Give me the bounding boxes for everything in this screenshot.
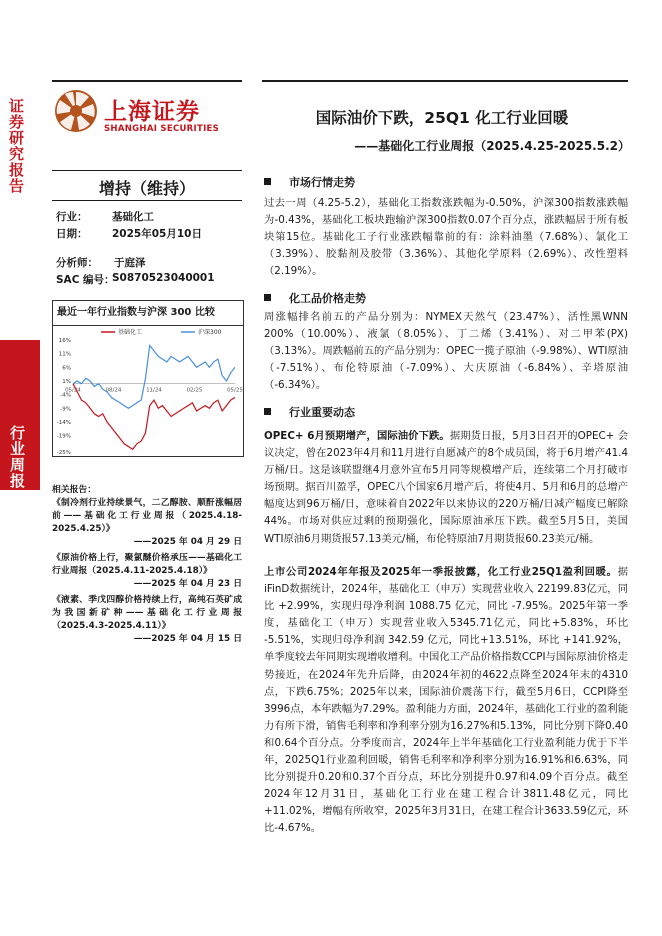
x-tick-label: 05/25 (227, 387, 243, 394)
bullet-square-icon (264, 178, 271, 185)
related-report-item[interactable]: 《原油价格上行，聚氯醚价格承压——基础化工行业周报（2025.4.11-2025.4.18）》 (52, 553, 242, 576)
side-label-weekly: 行业周报 (8, 425, 26, 489)
x-tick-label: 11/24 (146, 387, 162, 394)
y-tick-label: 11% (58, 351, 71, 358)
legend-label: 沪深300 (198, 329, 222, 336)
x-tick-label: 05/24 (65, 387, 81, 394)
y-tick-label: -19% (56, 433, 71, 440)
section-market-body: 过去一周（4.25-5.2），基础化工指数涨跌幅为-0.50%，沪深300指数涨跌幅为-0.43%，基础化工板块跑输沪深300指数0.07个百分点，涨跌幅居于所有板块第15位。基础化工子行业涨跌幅靠前的有：涂料油墨（7.68%）、氯化工（3.39%）、胶黏剂及胶带（3.36%）、其他化学原料（2.69%）、改性塑料（2.19%）。 (264, 197, 628, 278)
industry-value: 基础化工 (112, 211, 154, 223)
series-line-csi300 (73, 346, 235, 409)
rating-rule-top (52, 170, 242, 171)
date-label: 日期： (56, 228, 88, 240)
rating-rule-bottom (52, 200, 242, 201)
analyst-label: 分析师： (56, 257, 98, 269)
bullet-square-icon (264, 294, 271, 301)
chart-plot (53, 326, 243, 456)
news-paragraph-earnings: 上市公司2024年年报及2025年一季报披露，化工行业25Q1盈利回暖。据iFinD数据统计，2024年，基础化工（申万）实现营业收入 22199.83亿元，同比 +2.99%，实现归母净利润 1088.75 亿元，同比 -7.95%。2025年第一季度，基础化工（申万）实现营业收入5345.71亿元，同比+5.83%，环比 -5.51%，实现归母净利润 342.59 亿元，同比+13.51%，环比 +141.92%，单季度较去年同期实现增收增利。中国化工产品价格指数CCPI与国际原油价格走势接近，在2024年先升后降，由2024年初的4622点降至2024年末的4310点，下跌6.75%；2025年以来，国际油价震荡下行，截至5月6日，CCPI降至3996点，本年跌幅为7.29%。盈利能力方面，2024年，基础化工行业的盈利能力有所下滑，销售毛利率和净利率分别为16.27%和5.13%，同比分别下降0.40和0.64个百分点。分季度而言，2024年上半年基础化工行业盈利能力优于下半年，2025Q1行业盈利回暖，销售毛利率和净利率分别为16.91%和6.63%，同比分别提升0.20和0.37个百分点，环比分别提升0.97和4.09个百分点。截至2024年12月31日，基础化工行业在建工程合计3811.48亿元，同比+11.02%，增幅有所收窄，2025年3月31日，在建工程合计3633.59亿元，环比-4.67%。 (264, 566, 628, 835)
date-value: 2025年05月10日 (112, 228, 202, 240)
related-report-item[interactable]: 《液素、季戊四醇价格持续上行，高纯石英矿成为我国新矿种——基础化工行业周报（2025.4.3-2025.4.11）》 (52, 595, 242, 631)
x-tick-label: 08/24 (105, 387, 122, 394)
x-tick-label: 02/25 (186, 387, 203, 394)
logo-icon (53, 88, 99, 134)
y-tick-label: -14% (56, 419, 71, 426)
logo-text-en: SHANGHAI SECURITIES (104, 124, 220, 134)
index-comparison-chart (52, 300, 244, 457)
sac-label: SAC 编号： (56, 274, 115, 286)
chart-title: 最近一年行业指数与沪深 300 比较 (53, 301, 243, 326)
legend-label: 基础化工 (118, 329, 143, 336)
y-tick-label: 6% (62, 365, 71, 372)
bullet-square-icon (264, 408, 271, 415)
news-paragraph-oil: OPEC+ 6月预期增产，国际油价下跌。据期货日报，5月3日召开的OPEC+ 会议决定，曾在2023年4月和11月进行自愿减产的8个成员国，将于6月增产41.4万桶/日。这是该联盟继4月意外宣布5月同等规模增产后，连续第二个月打破市场预期。据百川盈孚，OPEC八个国家6月增产后，将使4月、5月和6月的总增产幅度达到96万桶/日，意味着自2022年以来协议的220万桶/日减产幅度已解除44%。市场对供应过剩的预期强化，国际原油承压下跌。截至5月5日，美国WTI原油6月期货报57.13美元/桶，布伦特原油7月期货报60.23美元/桶。 (264, 430, 628, 545)
sac-value: S0870523040001 (112, 272, 215, 284)
analyst-value: 于庭泽 (114, 257, 146, 269)
section-market-heading: 市场行情走势 (264, 174, 355, 190)
industry-label: 行业： (56, 211, 88, 223)
related-report-date: ——2025 年 04 月 29 日 (133, 537, 242, 547)
logo-text: 上海证券 (104, 98, 200, 125)
section-price-body: 周涨幅排名前五的产品分别为：NYMEX天然气（23.47%）、活性黑WNN 200%（10.00%）、液氯（8.05%）、丁二烯（3.41%）、对二甲苯(PX)（3.13%）。周跌幅前五的产品分别为：OPEC一揽子原油（-9.98%）、WTI原油（-7.51%）、布伦特原油（-7.09%）、大庆原油（-6.84%）、辛塔原油（-6.34%）。 (264, 311, 628, 392)
rating: 增持（维持） (98, 179, 195, 198)
related-report-date: ——2025 年 04 月 15 日 (133, 634, 242, 644)
report-title: 国际油价下跌，25Q1 化工行业回暖 (315, 109, 569, 127)
section-price-heading: 化工品价格走势 (264, 290, 366, 306)
top-rule-right (262, 80, 628, 82)
report-subtitle: ——基础化工行业周报（2025.4.25-2025.5.2） (354, 139, 630, 153)
related-heading: 相关报告： (52, 485, 96, 495)
related-report-date: ——2025 年 04 月 23 日 (133, 579, 242, 589)
y-tick-label: 1% (62, 378, 71, 385)
related-reports (52, 484, 242, 649)
y-tick-label: -25% (56, 450, 71, 456)
section-news-heading: 行业重要动态 (264, 404, 355, 420)
y-tick-label: -4% (60, 392, 71, 399)
related-report-item[interactable]: 《制冷剂行业持续景气，二乙醇胺、顺酐涨幅居前——基础化工行业周报（2025.4.18-2025.4.25）》 (52, 498, 242, 534)
y-tick-label: 16% (58, 338, 71, 344)
y-tick-label: -9% (60, 406, 71, 413)
top-rule-left (52, 80, 242, 82)
side-label-research-report: 证券研究报告 (7, 98, 25, 194)
